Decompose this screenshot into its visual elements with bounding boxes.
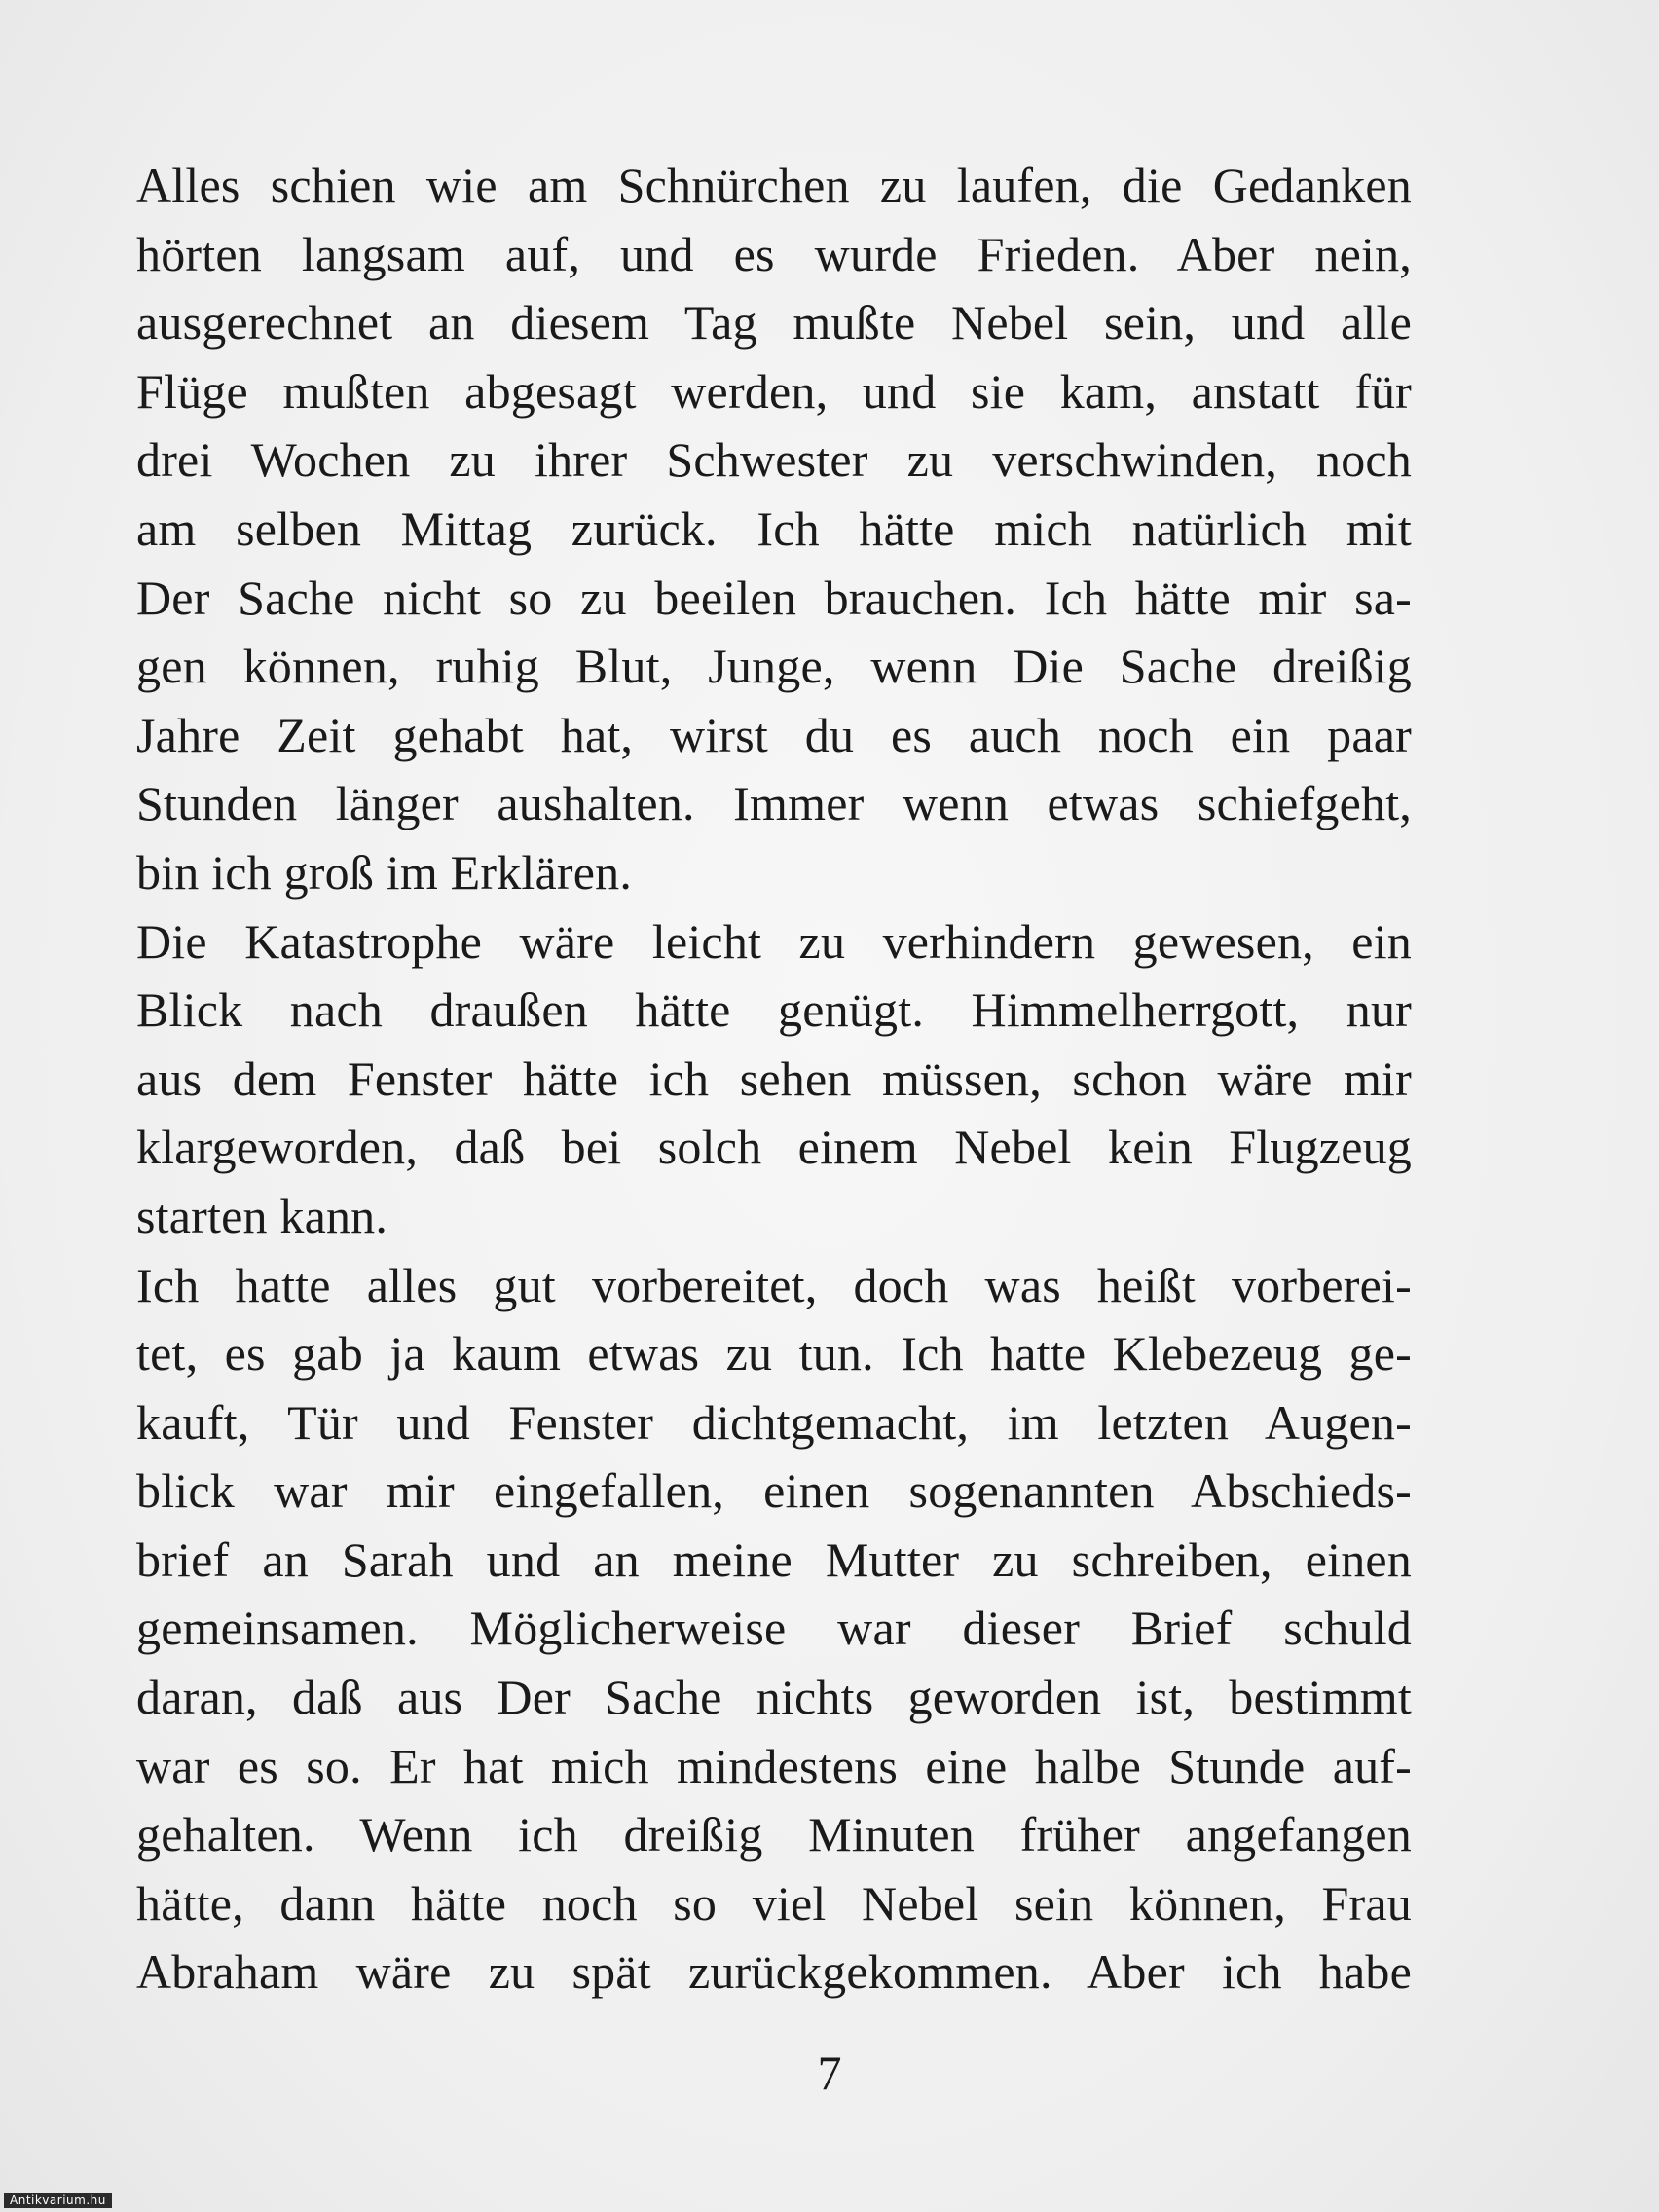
text-line: gen können, ruhig Blut, Junge, wenn Die Sache dreißig <box>136 639 1412 694</box>
text-line: tet, es gab ja kaum etwas zu tun. Ich hatte Klebezeug ge- <box>136 1326 1412 1382</box>
paragraph <box>136 1251 1412 2008</box>
text-line: Alles schien wie am Schnürchen zu laufen, die Gedanken <box>136 158 1412 212</box>
text-line: war es so. Er hat mich mindestens eine halbe Stunde auf- <box>136 1738 1412 1793</box>
paragraph <box>136 151 1412 907</box>
text-line: Abraham wäre zu spät zurückgekommen. Aber ich habe <box>136 1944 1412 2000</box>
text-line: blick war mir eingefallen, einen sogenannten Abschieds- <box>136 1463 1412 1519</box>
text-line: hätte, dann hätte noch so viel Nebel sein können, Frau <box>136 1875 1412 1931</box>
text-line: starten kann. <box>136 1188 388 1243</box>
text-line: gemeinsamen. Möglicherweise war dieser Brief schuld <box>136 1601 1412 1656</box>
text-line: ausgerechnet an diesem Tag mußte Nebel sein, und alle <box>136 295 1412 350</box>
text-line: drei Wochen zu ihrer Schwester zu verschwinden, noch <box>136 432 1412 488</box>
text-line: aus dem Fenster hätte ich sehen müssen, schon wäre mir <box>136 1051 1412 1106</box>
text-line: klargeworden, daß bei solch einem Nebel kein Flugzeug <box>136 1120 1412 1175</box>
text-line: Ich hatte alles gut vorbereitet, doch was heißt vorberei- <box>136 1257 1412 1312</box>
page-number: 7 <box>817 2046 842 2100</box>
text-line: Stunden länger aushalten. Immer wenn etwas schiefgeht, <box>136 776 1412 831</box>
text-line: Der Sache nicht so zu beeilen brauchen. Ich hätte mir sa- <box>136 570 1412 625</box>
paragraph <box>136 907 1412 1251</box>
text-line: kauft, Tür und Fenster dichtgemacht, im letzten Augen- <box>136 1394 1412 1450</box>
text-line: daran, daß aus Der Sache nichts geworden ist, bestimmt <box>136 1670 1412 1725</box>
text-line: hörten langsam auf, und es wurde Frieden. Aber nein, <box>136 226 1412 281</box>
body-text <box>136 151 1412 2007</box>
text-line: Flüge mußten abgesagt werden, und sie kam, anstatt für <box>136 363 1412 419</box>
text-line: Die Katastrophe wäre leicht zu verhindern gewesen, ein <box>136 913 1412 969</box>
text-line: bin ich groß im Erklären. <box>136 844 633 900</box>
text-line: am selben Mittag zurück. Ich hätte mich natürlich mit <box>136 500 1412 556</box>
text-line: Blick nach draußen hätte genügt. Himmelherrgott, nur <box>136 982 1412 1038</box>
watermark-label: Antikvarium.hu <box>4 2193 112 2208</box>
text-line: Jahre Zeit gehabt hat, wirst du es auch noch ein paar <box>136 707 1412 762</box>
text-line: gehalten. Wenn ich dreißig Minuten früher angefangen <box>136 1807 1412 1862</box>
text-line: brief an Sarah und an meine Mutter zu schreiben, einen <box>136 1531 1412 1587</box>
